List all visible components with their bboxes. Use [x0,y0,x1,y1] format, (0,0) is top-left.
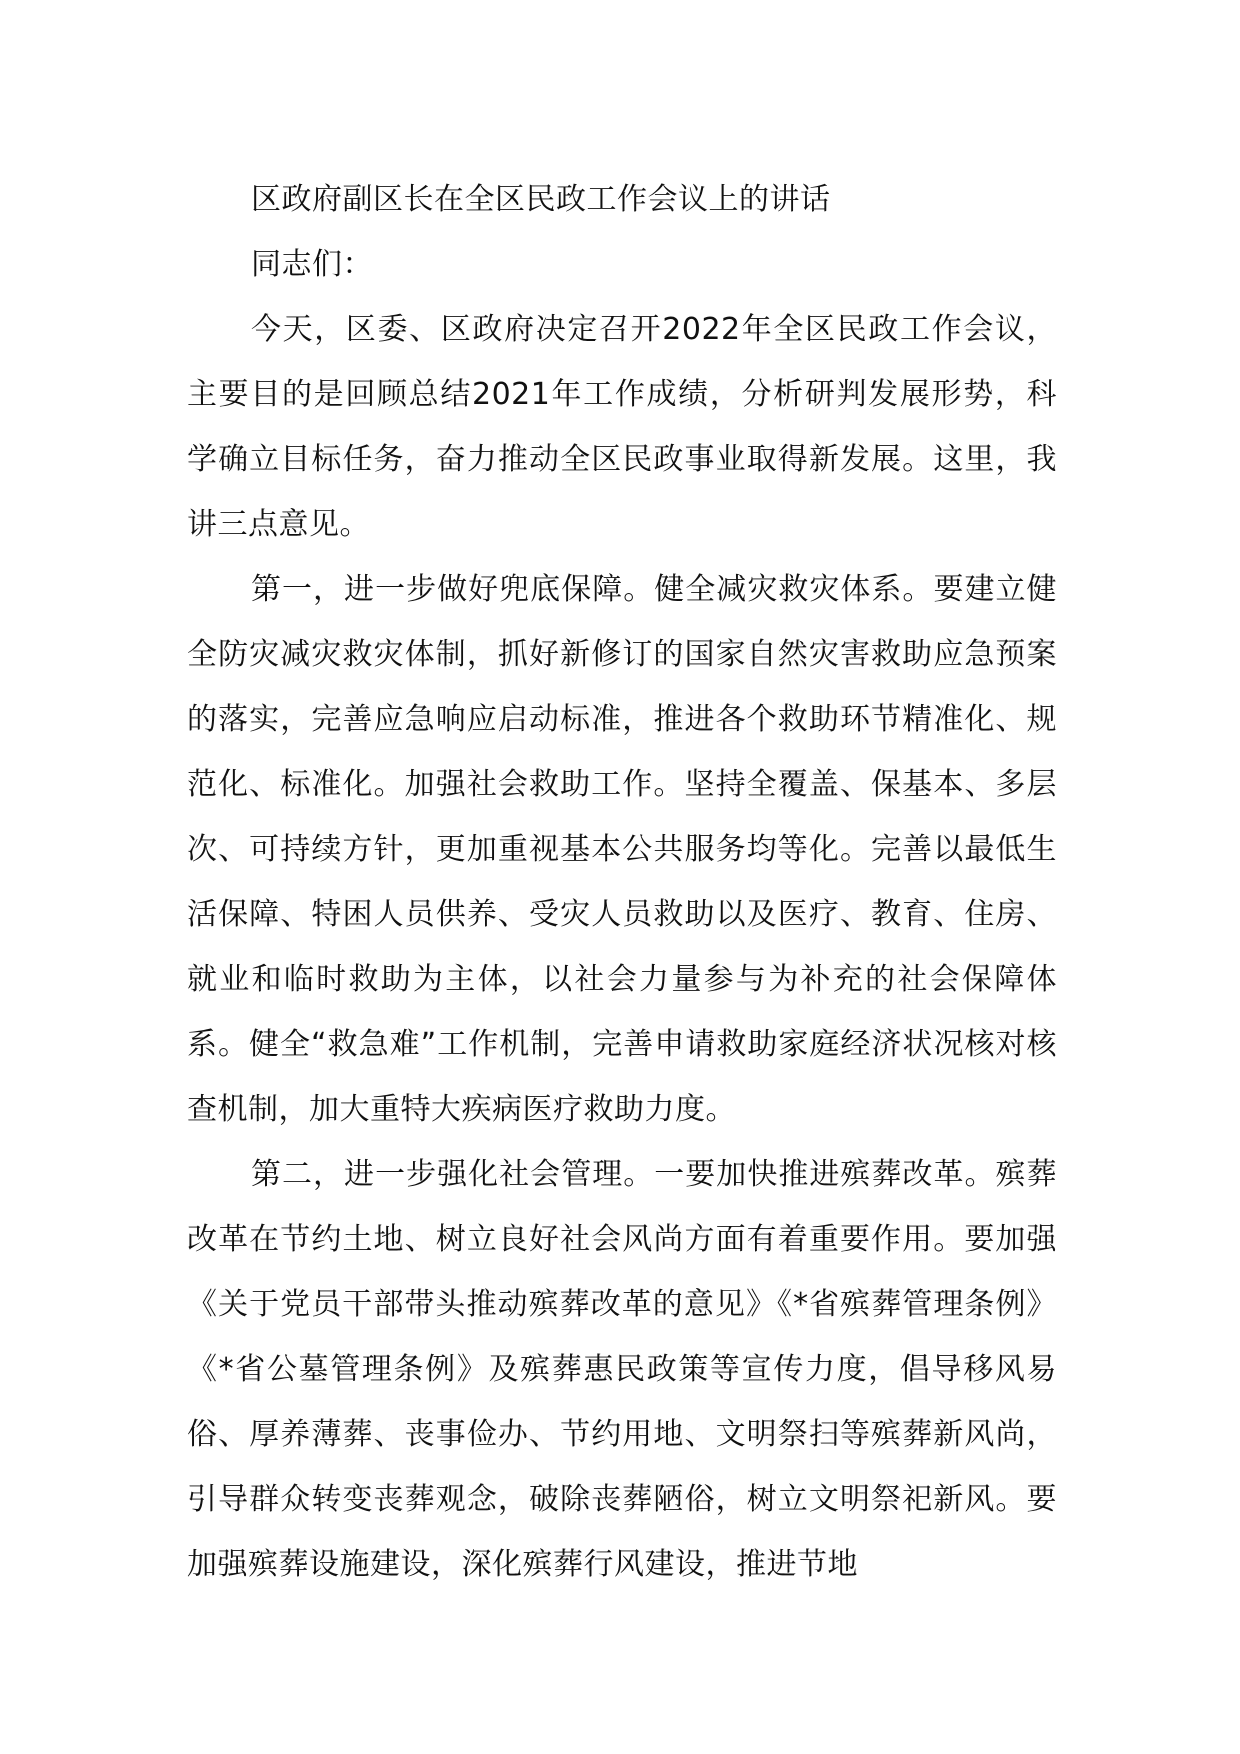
paragraph-intro: 今天，区委、区政府决定召开2022年全区民政工作会议，主要目的是回顾总结2021年工作成绩，分析研判发展形势，科学确立目标任务，奋力推动全区民政事业取得新发展。这里，我讲三点意见。 [187,312,1057,542]
paragraph-first-point: 第一，进一步做好兜底保障。健全减灾救灾体系。要建立健全防灾减灾救灾体制，抓好新修订的国家自然灾害救助应急预案的落实，完善应急响应启动标准，推进各个救助环节精准化、规范化、标准化。加强社会救助工作。坚持全覆盖、保基本、多层次、可持续方针，更加重视基本公共服务均等化。完善以最低生活保障、特困人员供养、受灾人员救助以及医疗、教育、住房、就业和临时救助为主体，以社会力量参与为补充的社会保障体系。健全“救急难”工作机制，完善申请救助家庭经济状况核对核查机制，加大重特大疾病医疗救助力度。 [187,572,1057,1127]
paragraph-second-point: 第二，进一步强化社会管理。一要加快推进殡葬改革。殡葬改革在节约土地、树立良好社会风尚方面有着重要作用。要加强《关于党员干部带头推动殡葬改革的意见》《*省殡葬管理条例》《*省公墓管理条例》及殡葬惠民政策等宣传力度，倡导移风易俗、厚养薄葬、丧事俭办、节约用地、文明祭扫等殡葬新风尚，引导群众转变丧葬观念，破除丧葬陋俗，树立文明祭祀新风。要加强殡葬设施建设，深化殡葬行风建设，推进节地 [187,1157,1057,1582]
document-body [187,167,1057,1597]
salutation: 同志们： [251,247,373,282]
document-title: 区政府副区长在全区民政工作会议上的讲话 [251,182,831,217]
